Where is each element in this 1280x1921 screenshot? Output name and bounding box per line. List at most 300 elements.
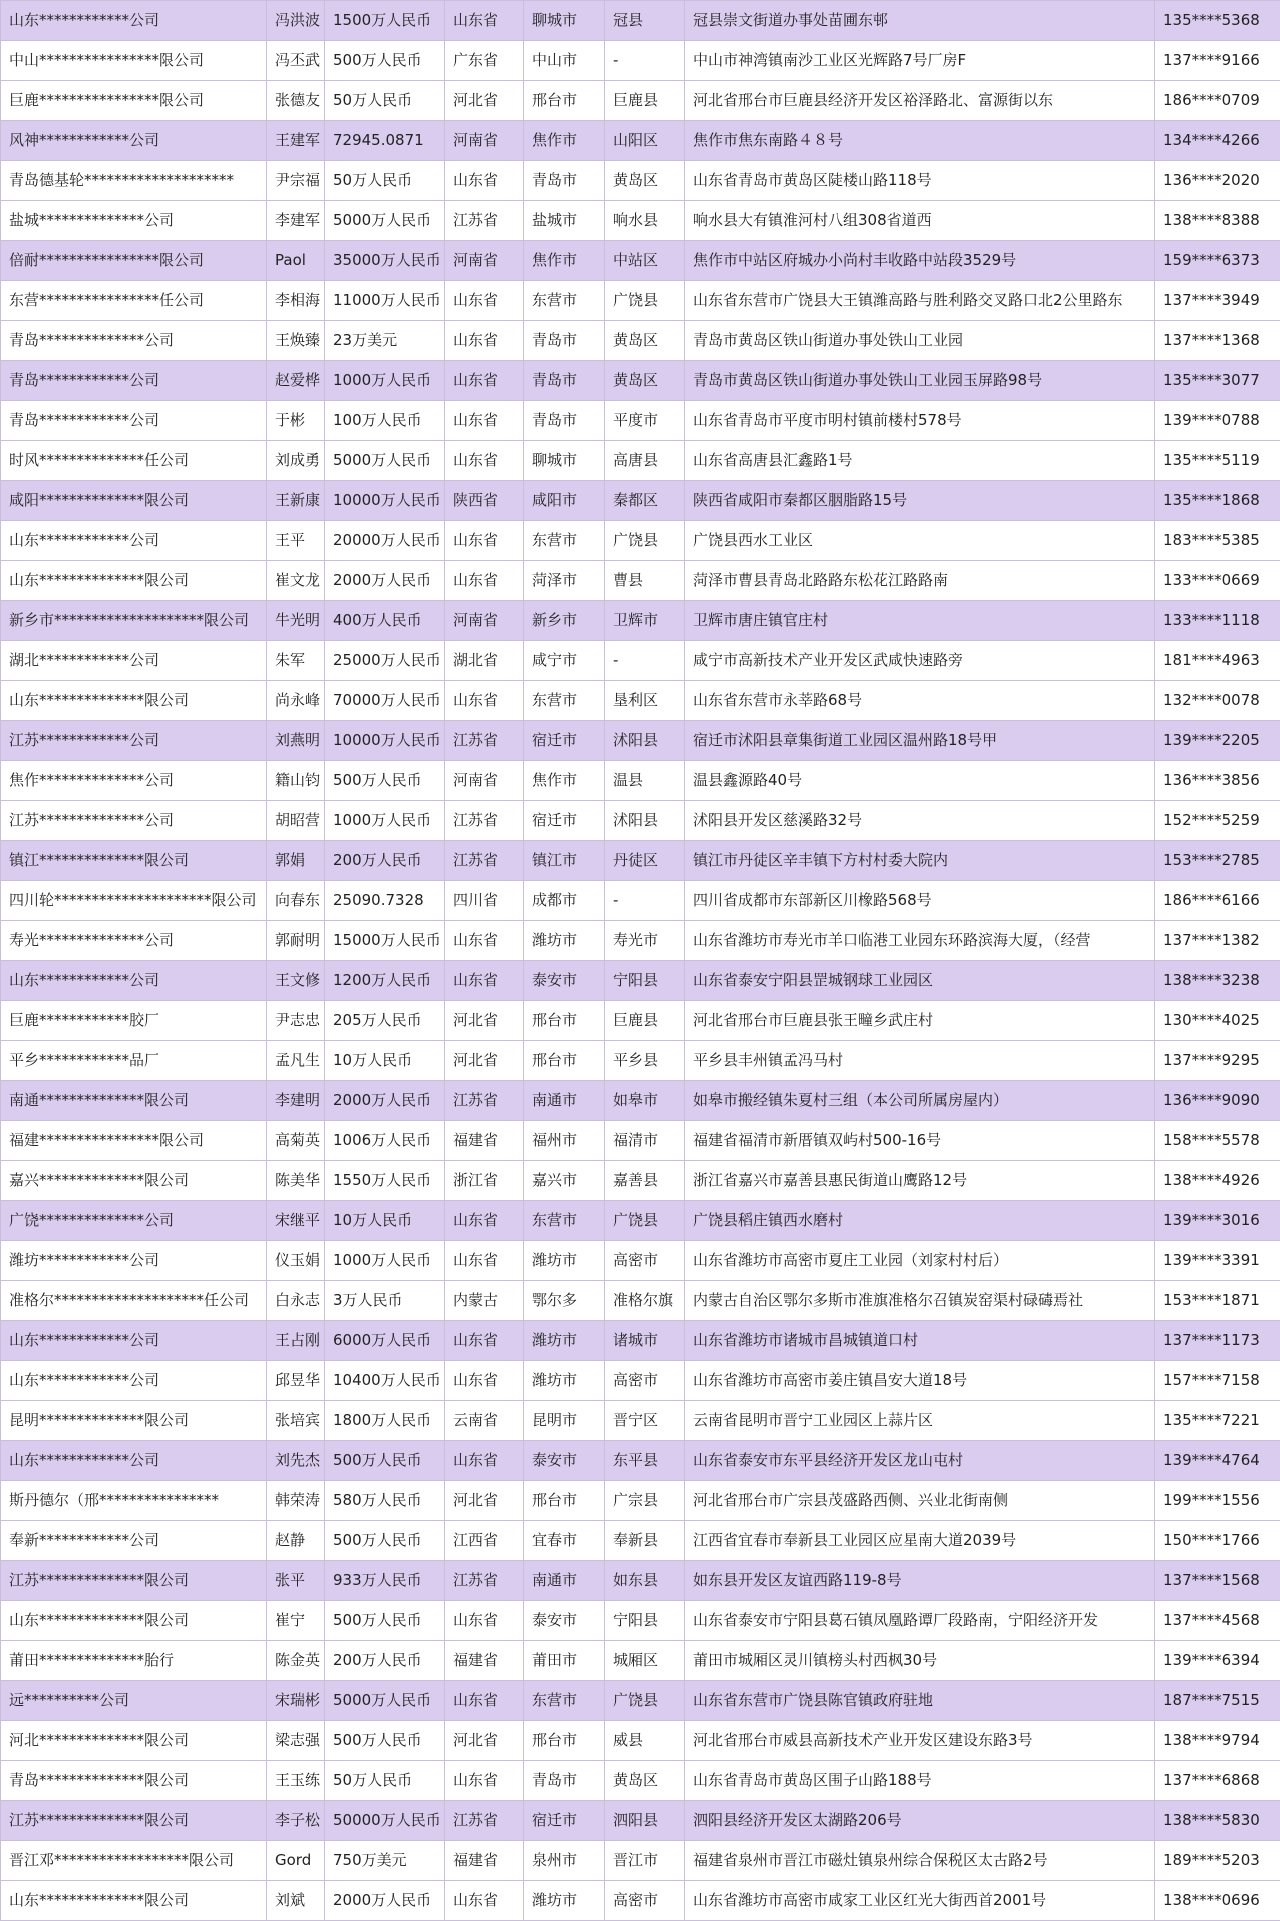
address-cell: 响水县大有镇淮河村八组308省道西 <box>685 201 1155 241</box>
province-cell: 内蒙古 <box>445 1281 524 1321</box>
legal-rep-cell: 刘斌 <box>267 1881 325 1921</box>
company-name-cell: 昆明**************限公司 <box>1 1401 267 1441</box>
company-name-cell: 镇江**************限公司 <box>1 841 267 881</box>
province-cell: 河北省 <box>445 1721 524 1761</box>
phone-cell: 187****7515 <box>1155 1681 1280 1721</box>
province-cell: 河南省 <box>445 121 524 161</box>
city-cell: 中山市 <box>524 41 605 81</box>
company-name-cell: 湖北************公司 <box>1 641 267 681</box>
province-cell: 山东省 <box>445 1441 524 1481</box>
company-name-cell: 中山****************限公司 <box>1 41 267 81</box>
legal-rep-cell: 李建明 <box>267 1081 325 1121</box>
table-row <box>1 1121 1280 1161</box>
address-cell: 宿迁市沭阳县章集街道工业园区温州路18号甲 <box>685 721 1155 761</box>
city-cell: 焦作市 <box>524 761 605 801</box>
address-cell: 沭阳县开发区慈溪路32号 <box>685 801 1155 841</box>
capital-cell: 400万人民币 <box>325 601 445 641</box>
province-cell: 福建省 <box>445 1641 524 1681</box>
capital-cell: 15000万人民币 <box>325 921 445 961</box>
province-cell: 江苏省 <box>445 201 524 241</box>
company-name-cell: 山东**************限公司 <box>1 1881 267 1921</box>
legal-rep-cell: 崔文龙 <box>267 561 325 601</box>
table-row <box>1 1 1280 41</box>
city-cell: 鄂尔多 <box>524 1281 605 1321</box>
province-cell: 山东省 <box>445 1 524 41</box>
province-cell: 福建省 <box>445 1121 524 1161</box>
capital-cell: 500万人民币 <box>325 1721 445 1761</box>
capital-cell: 6000万人民币 <box>325 1321 445 1361</box>
address-cell: 河北省邢台市巨鹿县张王疃乡武庄村 <box>685 1001 1155 1041</box>
province-cell: 河北省 <box>445 1481 524 1521</box>
city-cell: 东营市 <box>524 521 605 561</box>
table-row <box>1 1361 1280 1401</box>
capital-cell: 2000万人民币 <box>325 561 445 601</box>
capital-cell: 1006万人民币 <box>325 1121 445 1161</box>
city-cell: 宜春市 <box>524 1521 605 1561</box>
table-row <box>1 641 1280 681</box>
table-row <box>1 121 1280 161</box>
district-cell: 响水县 <box>605 201 685 241</box>
city-cell: 宿迁市 <box>524 1801 605 1841</box>
phone-cell: 158****5578 <box>1155 1121 1280 1161</box>
phone-cell: 133****0669 <box>1155 561 1280 601</box>
address-cell: 焦作市中站区府城办小尚村丰收路中站段3529号 <box>685 241 1155 281</box>
legal-rep-cell: 刘成勇 <box>267 441 325 481</box>
table-row <box>1 1081 1280 1121</box>
legal-rep-cell: 宋瑞彬 <box>267 1681 325 1721</box>
city-cell: 咸阳市 <box>524 481 605 521</box>
table-row <box>1 681 1280 721</box>
legal-rep-cell: 王建军 <box>267 121 325 161</box>
company-name-cell: 晋江邓******************限公司 <box>1 1841 267 1881</box>
address-cell: 温县鑫源路40号 <box>685 761 1155 801</box>
company-name-cell: 青岛************公司 <box>1 361 267 401</box>
district-cell: 巨鹿县 <box>605 1001 685 1041</box>
capital-cell: 11000万人民币 <box>325 281 445 321</box>
district-cell: 广饶县 <box>605 1681 685 1721</box>
phone-cell: 139****6394 <box>1155 1641 1280 1681</box>
legal-rep-cell: 尹宗福 <box>267 161 325 201</box>
address-cell: 陕西省咸阳市秦都区胭脂路15号 <box>685 481 1155 521</box>
capital-cell: 500万人民币 <box>325 761 445 801</box>
capital-cell: 70000万人民币 <box>325 681 445 721</box>
legal-rep-cell: 高菊英 <box>267 1121 325 1161</box>
address-cell: 山东省青岛市黄岛区陡楼山路118号 <box>685 161 1155 201</box>
capital-cell: 5000万人民币 <box>325 201 445 241</box>
legal-rep-cell: 仪玉娟 <box>267 1241 325 1281</box>
province-cell: 山东省 <box>445 521 524 561</box>
province-cell: 山东省 <box>445 1241 524 1281</box>
legal-rep-cell: 郭娟 <box>267 841 325 881</box>
phone-cell: 137****3949 <box>1155 281 1280 321</box>
legal-rep-cell: 牛光明 <box>267 601 325 641</box>
address-cell: 冠县崇文街道办事处苗圃东邨 <box>685 1 1155 41</box>
city-cell: 潍坊市 <box>524 921 605 961</box>
city-cell: 邢台市 <box>524 1041 605 1081</box>
city-cell: 宿迁市 <box>524 801 605 841</box>
legal-rep-cell: 陈美华 <box>267 1161 325 1201</box>
city-cell: 莆田市 <box>524 1641 605 1681</box>
district-cell: 诸城市 <box>605 1321 685 1361</box>
phone-cell: 137****6868 <box>1155 1761 1280 1801</box>
city-cell: 焦作市 <box>524 121 605 161</box>
company-name-cell: 山东************公司 <box>1 961 267 1001</box>
capital-cell: 500万人民币 <box>325 1441 445 1481</box>
phone-cell: 159****6373 <box>1155 241 1280 281</box>
capital-cell: 10万人民币 <box>325 1041 445 1081</box>
legal-rep-cell: 梁志强 <box>267 1721 325 1761</box>
company-name-cell: 远**********公司 <box>1 1681 267 1721</box>
city-cell: 潍坊市 <box>524 1361 605 1401</box>
table-row <box>1 1521 1280 1561</box>
city-cell: 潍坊市 <box>524 1241 605 1281</box>
company-name-cell: 山东************公司 <box>1 1321 267 1361</box>
legal-rep-cell: 冯丕武 <box>267 41 325 81</box>
address-cell: 山东省东营市广饶县大王镇潍高路与胜利路交叉路口北2公里路东 <box>685 281 1155 321</box>
phone-cell: 183****5385 <box>1155 521 1280 561</box>
province-cell: 江苏省 <box>445 1561 524 1601</box>
district-cell: 如皋市 <box>605 1081 685 1121</box>
table-row <box>1 1641 1280 1681</box>
district-cell: 广饶县 <box>605 1201 685 1241</box>
company-name-cell: 准格尔********************任公司 <box>1 1281 267 1321</box>
capital-cell: 1500万人民币 <box>325 1 445 41</box>
legal-rep-cell: 韩荣涛 <box>267 1481 325 1521</box>
address-cell: 广饶县稻庄镇西水磨村 <box>685 1201 1155 1241</box>
table-row <box>1 361 1280 401</box>
capital-cell: 205万人民币 <box>325 1001 445 1041</box>
capital-cell: 2000万人民币 <box>325 1881 445 1921</box>
company-name-cell: 江苏**************公司 <box>1 801 267 841</box>
legal-rep-cell: 郭耐明 <box>267 921 325 961</box>
capital-cell: 10万人民币 <box>325 1201 445 1241</box>
capital-cell: 750万美元 <box>325 1841 445 1881</box>
company-name-cell: 江苏**************限公司 <box>1 1561 267 1601</box>
company-name-cell: 山东**************限公司 <box>1 1601 267 1641</box>
province-cell: 山东省 <box>445 401 524 441</box>
address-cell: 四川省成都市东部新区川橡路568号 <box>685 881 1155 921</box>
city-cell: 青岛市 <box>524 1761 605 1801</box>
capital-cell: 10400万人民币 <box>325 1361 445 1401</box>
capital-cell: 500万人民币 <box>325 41 445 81</box>
phone-cell: 153****1871 <box>1155 1281 1280 1321</box>
address-cell: 青岛市黄岛区铁山街道办事处铁山工业园 <box>685 321 1155 361</box>
table-row <box>1 1481 1280 1521</box>
table-row <box>1 481 1280 521</box>
table-row <box>1 1881 1280 1921</box>
district-cell: 黄岛区 <box>605 161 685 201</box>
district-cell: 黄岛区 <box>605 1761 685 1801</box>
district-cell: 寿光市 <box>605 921 685 961</box>
district-cell: 宁阳县 <box>605 1601 685 1641</box>
province-cell: 山东省 <box>445 441 524 481</box>
company-name-cell: 莆田**************胎行 <box>1 1641 267 1681</box>
district-cell: 巨鹿县 <box>605 81 685 121</box>
legal-rep-cell: 冯洪波 <box>267 1 325 41</box>
city-cell: 东营市 <box>524 1681 605 1721</box>
capital-cell: 1800万人民币 <box>325 1401 445 1441</box>
address-cell: 卫辉市唐庄镇官庄村 <box>685 601 1155 641</box>
phone-cell: 137****9295 <box>1155 1041 1280 1081</box>
company-name-cell: 青岛**************公司 <box>1 321 267 361</box>
city-cell: 潍坊市 <box>524 1881 605 1921</box>
address-cell: 山东省青岛市平度市明村镇前楼村578号 <box>685 401 1155 441</box>
table-row <box>1 881 1280 921</box>
capital-cell: 50万人民币 <box>325 81 445 121</box>
company-name-cell: 斯丹德尔（邢**************** <box>1 1481 267 1521</box>
phone-cell: 135****5368 <box>1155 1 1280 41</box>
city-cell: 新乡市 <box>524 601 605 641</box>
company-name-cell: 青岛德基轮******************** <box>1 161 267 201</box>
capital-cell: 500万人民币 <box>325 1521 445 1561</box>
company-name-cell: 江苏**************限公司 <box>1 1801 267 1841</box>
district-cell: - <box>605 881 685 921</box>
table-row <box>1 1241 1280 1281</box>
company-name-cell: 寿光**************公司 <box>1 921 267 961</box>
legal-rep-cell: 尚永峰 <box>267 681 325 721</box>
company-name-cell: 山东************公司 <box>1 1441 267 1481</box>
company-name-cell: 焦作**************公司 <box>1 761 267 801</box>
phone-cell: 152****5259 <box>1155 801 1280 841</box>
address-cell: 山东省泰安宁阳县罡城钢球工业园区 <box>685 961 1155 1001</box>
district-cell: 曹县 <box>605 561 685 601</box>
legal-rep-cell: Gord <box>267 1841 325 1881</box>
table-row <box>1 241 1280 281</box>
table-row <box>1 921 1280 961</box>
company-name-cell: 奉新************公司 <box>1 1521 267 1561</box>
capital-cell: 10000万人民币 <box>325 481 445 521</box>
phone-cell: 199****1556 <box>1155 1481 1280 1521</box>
capital-cell: 23万美元 <box>325 321 445 361</box>
company-name-cell: 风神************公司 <box>1 121 267 161</box>
table-row <box>1 1001 1280 1041</box>
province-cell: 河北省 <box>445 1001 524 1041</box>
province-cell: 陕西省 <box>445 481 524 521</box>
district-cell: 嘉善县 <box>605 1161 685 1201</box>
city-cell: 邢台市 <box>524 81 605 121</box>
phone-cell: 130****4025 <box>1155 1001 1280 1041</box>
legal-rep-cell: 赵爱桦 <box>267 361 325 401</box>
company-name-cell: 巨鹿****************限公司 <box>1 81 267 121</box>
phone-cell: 136****3856 <box>1155 761 1280 801</box>
capital-cell: 5000万人民币 <box>325 1681 445 1721</box>
capital-cell: 1200万人民币 <box>325 961 445 1001</box>
city-cell: 东营市 <box>524 1201 605 1241</box>
capital-cell: 200万人民币 <box>325 841 445 881</box>
address-cell: 山东省东营市广饶县陈官镇政府驻地 <box>685 1681 1155 1721</box>
phone-cell: 138****9794 <box>1155 1721 1280 1761</box>
address-cell: 咸宁市高新技术产业开发区武咸快速路旁 <box>685 641 1155 681</box>
table-row <box>1 1281 1280 1321</box>
address-cell: 泗阳县经济开发区太湖路206号 <box>685 1801 1155 1841</box>
table-row <box>1 321 1280 361</box>
table-row <box>1 721 1280 761</box>
phone-cell: 137****1173 <box>1155 1321 1280 1361</box>
legal-rep-cell: 胡昭营 <box>267 801 325 841</box>
legal-rep-cell: 向春东 <box>267 881 325 921</box>
capital-cell: 3万人民币 <box>325 1281 445 1321</box>
district-cell: 晋宁区 <box>605 1401 685 1441</box>
city-cell: 东营市 <box>524 681 605 721</box>
legal-rep-cell: 王焕臻 <box>267 321 325 361</box>
district-cell: 高唐县 <box>605 441 685 481</box>
legal-rep-cell: 张培宾 <box>267 1401 325 1441</box>
province-cell: 河南省 <box>445 241 524 281</box>
address-cell: 广饶县西水工业区 <box>685 521 1155 561</box>
legal-rep-cell: 李建军 <box>267 201 325 241</box>
table-row <box>1 1321 1280 1361</box>
capital-cell: 50万人民币 <box>325 161 445 201</box>
phone-cell: 139****3391 <box>1155 1241 1280 1281</box>
phone-cell: 138****3238 <box>1155 961 1280 1001</box>
phone-cell: 189****5203 <box>1155 1841 1280 1881</box>
city-cell: 南通市 <box>524 1561 605 1601</box>
company-name-cell: 山东************公司 <box>1 521 267 561</box>
phone-cell: 153****2785 <box>1155 841 1280 881</box>
company-name-cell: 南通**************限公司 <box>1 1081 267 1121</box>
phone-cell: 157****7158 <box>1155 1361 1280 1401</box>
capital-cell: 50万人民币 <box>325 1761 445 1801</box>
company-name-cell: 巨鹿************胶厂 <box>1 1001 267 1041</box>
district-cell: 广宗县 <box>605 1481 685 1521</box>
district-cell: 中站区 <box>605 241 685 281</box>
city-cell: 青岛市 <box>524 361 605 401</box>
district-cell: 东平县 <box>605 1441 685 1481</box>
city-cell: 潍坊市 <box>524 1321 605 1361</box>
table-row <box>1 561 1280 601</box>
district-cell: - <box>605 41 685 81</box>
province-cell: 山东省 <box>445 1601 524 1641</box>
address-cell: 云南省昆明市晋宁工业园区上蒜片区 <box>685 1401 1155 1441</box>
city-cell: 邢台市 <box>524 1001 605 1041</box>
table-row <box>1 801 1280 841</box>
legal-rep-cell: 李子松 <box>267 1801 325 1841</box>
legal-rep-cell: 王文修 <box>267 961 325 1001</box>
capital-cell: 1550万人民币 <box>325 1161 445 1201</box>
address-cell: 山东省泰安市东平县经济开发区龙山屯村 <box>685 1441 1155 1481</box>
province-cell: 山东省 <box>445 281 524 321</box>
city-cell: 菏泽市 <box>524 561 605 601</box>
district-cell: - <box>605 641 685 681</box>
province-cell: 山东省 <box>445 561 524 601</box>
city-cell: 镇江市 <box>524 841 605 881</box>
table-row <box>1 201 1280 241</box>
city-cell: 邢台市 <box>524 1721 605 1761</box>
phone-cell: 132****0078 <box>1155 681 1280 721</box>
city-cell: 焦作市 <box>524 241 605 281</box>
table-row <box>1 601 1280 641</box>
province-cell: 山东省 <box>445 1881 524 1921</box>
address-cell: 山东省潍坊市寿光市羊口临港工业园东环路滨海大厦，（经营 <box>685 921 1155 961</box>
legal-rep-cell: 李相海 <box>267 281 325 321</box>
district-cell: 平乡县 <box>605 1041 685 1081</box>
district-cell: 泗阳县 <box>605 1801 685 1841</box>
address-cell: 山东省泰安市宁阳县葛石镇凤凰路谭厂段路南，宁阳经济开发 <box>685 1601 1155 1641</box>
legal-rep-cell: 刘燕明 <box>267 721 325 761</box>
city-cell: 昆明市 <box>524 1401 605 1441</box>
phone-cell: 138****8388 <box>1155 201 1280 241</box>
table-row <box>1 761 1280 801</box>
company-name-cell: 嘉兴**************限公司 <box>1 1161 267 1201</box>
table-row <box>1 841 1280 881</box>
capital-cell: 10000万人民币 <box>325 721 445 761</box>
district-cell: 秦都区 <box>605 481 685 521</box>
capital-cell: 1000万人民币 <box>325 1241 445 1281</box>
capital-cell: 580万人民币 <box>325 1481 445 1521</box>
capital-cell: 72945.0871 <box>325 121 445 161</box>
phone-cell: 137****9166 <box>1155 41 1280 81</box>
address-cell: 山东省潍坊市高密市姜庄镇昌安大道18号 <box>685 1361 1155 1401</box>
capital-cell: 500万人民币 <box>325 1601 445 1641</box>
district-cell: 高密市 <box>605 1881 685 1921</box>
province-cell: 山东省 <box>445 921 524 961</box>
company-name-cell: 潍坊************公司 <box>1 1241 267 1281</box>
district-cell: 黄岛区 <box>605 361 685 401</box>
table-row <box>1 1721 1280 1761</box>
district-cell: 福清市 <box>605 1121 685 1161</box>
district-cell: 温县 <box>605 761 685 801</box>
table-row <box>1 81 1280 121</box>
capital-cell: 35000万人民币 <box>325 241 445 281</box>
address-cell: 山东省青岛市黄岛区围子山路188号 <box>685 1761 1155 1801</box>
province-cell: 云南省 <box>445 1401 524 1441</box>
province-cell: 广东省 <box>445 41 524 81</box>
legal-rep-cell: 籍山钧 <box>267 761 325 801</box>
province-cell: 山东省 <box>445 1681 524 1721</box>
province-cell: 山东省 <box>445 321 524 361</box>
legal-rep-cell: 崔宁 <box>267 1601 325 1641</box>
phone-cell: 135****7221 <box>1155 1401 1280 1441</box>
province-cell: 江苏省 <box>445 1801 524 1841</box>
province-cell: 山东省 <box>445 1321 524 1361</box>
phone-cell: 135****3077 <box>1155 361 1280 401</box>
district-cell: 黄岛区 <box>605 321 685 361</box>
phone-cell: 138****5830 <box>1155 1801 1280 1841</box>
company-name-cell: 河北**************限公司 <box>1 1721 267 1761</box>
company-name-cell: 盐城**************公司 <box>1 201 267 241</box>
address-cell: 平乡县丰州镇孟冯马村 <box>685 1041 1155 1081</box>
province-cell: 江苏省 <box>445 841 524 881</box>
capital-cell: 100万人民币 <box>325 401 445 441</box>
phone-cell: 136****2020 <box>1155 161 1280 201</box>
city-cell: 泰安市 <box>524 961 605 1001</box>
legal-rep-cell: 白永志 <box>267 1281 325 1321</box>
city-cell: 嘉兴市 <box>524 1161 605 1201</box>
company-name-cell: 咸阳**************限公司 <box>1 481 267 521</box>
company-name-cell: 平乡************品厂 <box>1 1041 267 1081</box>
phone-cell: 139****2205 <box>1155 721 1280 761</box>
district-cell: 如东县 <box>605 1561 685 1601</box>
district-cell: 晋江市 <box>605 1841 685 1881</box>
company-name-cell: 山东**************限公司 <box>1 681 267 721</box>
table-row <box>1 1401 1280 1441</box>
phone-cell: 139****4764 <box>1155 1441 1280 1481</box>
city-cell: 宿迁市 <box>524 721 605 761</box>
phone-cell: 135****1868 <box>1155 481 1280 521</box>
legal-rep-cell: Paol <box>267 241 325 281</box>
capital-cell: 933万人民币 <box>325 1561 445 1601</box>
address-cell: 浙江省嘉兴市嘉善县惠民街道山鹰路12号 <box>685 1161 1155 1201</box>
phone-cell: 134****4266 <box>1155 121 1280 161</box>
city-cell: 东营市 <box>524 281 605 321</box>
legal-rep-cell: 王玉练 <box>267 1761 325 1801</box>
district-cell: 垦利区 <box>605 681 685 721</box>
table-row <box>1 1841 1280 1881</box>
district-cell: 广饶县 <box>605 521 685 561</box>
legal-rep-cell: 朱军 <box>267 641 325 681</box>
phone-cell: 138****4926 <box>1155 1161 1280 1201</box>
province-cell: 浙江省 <box>445 1161 524 1201</box>
